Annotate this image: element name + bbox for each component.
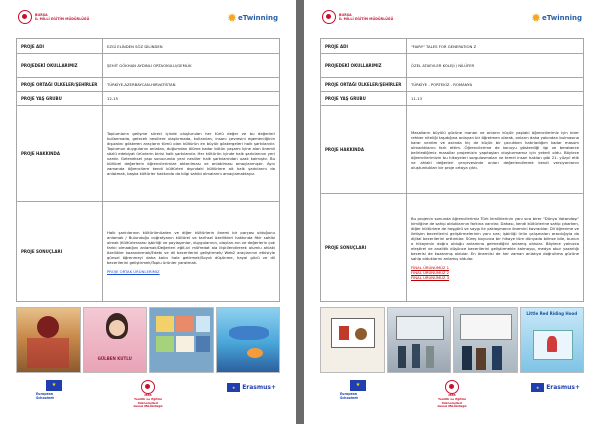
label-project-name: PROJE ADI <box>321 39 407 54</box>
etwinning-label: eTwinning <box>542 14 582 22</box>
meb-line-1: MEB <box>448 393 456 397</box>
meb-yegitek-logo <box>432 380 472 409</box>
erasmus-logo <box>227 383 276 392</box>
eu-flag-icon: ★ <box>227 383 240 392</box>
value-countries: TÜRKİYE-AZERBAYCAN-HIRVATİSTAN <box>103 78 280 92</box>
etwinning-star-icon: ✹ <box>530 11 542 25</box>
photo-students-board <box>453 307 518 373</box>
meb-line-1: MEB <box>144 393 152 397</box>
label-results: PROJE SONUÇLARI <box>321 194 407 302</box>
etwinning-label: eTwinning <box>238 14 278 22</box>
page-footer <box>304 380 600 420</box>
value-age-group: 11-13 <box>407 92 584 106</box>
label-about: PROJE HAKKINDA <box>17 106 103 202</box>
logo-line-2: İL MİLLİ EĞİTİM MÜDÜRLÜĞÜ <box>339 17 394 21</box>
meb-line-2: Yenilik ve Eğitim Teknolojileri <box>437 396 467 405</box>
label-project-name: PROJE ADI <box>17 39 103 54</box>
label-results: PROJE SONUÇLARI <box>17 202 103 302</box>
etwinning-star-icon: ✹ <box>226 11 238 25</box>
eu-line-2: School <box>36 396 48 400</box>
page-header <box>0 10 296 32</box>
logo-line-1: BURSA <box>35 13 48 17</box>
eu-line-2: School <box>340 396 352 400</box>
meb-emblem-icon <box>141 380 155 394</box>
value-countries: TÜRKİYE - PORTEKİZ - ROMANYA <box>407 78 584 92</box>
value-results: Halk şarkılarının kültürümüzden ve diğer kültürlerin önemi bir parçası olduğunu anlamak / Bulunduğu coğrafyanın kültürel ve tarihsel özellikleri hakkında fikir sahibi olmak /Kültürlerarası işbirliği ve paylaşımlar, duygularının, olayları-nın ve değerlerin çok farklı olmadığını anlamak/Değerleri eğit-ici müfredat ala ilişkilendirerek olumlu ahlaki özellikler kazandırmak/Edebi ve dil becerilerini geliştirmek/ Web2 araçlarının etkisiyle günsel öğrenmeyi daha kalıcı hale getirmek/Soyut düşünme, hayal gücü ve dil becerilerini geliştirmek/Toplu ürünler yaratmak. <box>107 229 275 265</box>
eu-line-1: European <box>340 392 358 396</box>
bursa-meb-logo <box>18 10 89 24</box>
label-schools: PROJEDEKİ OKULLARIMIZ <box>17 54 103 78</box>
european-schoolnet-logo <box>340 392 358 400</box>
document-page-right <box>304 0 600 424</box>
value-results: Bu projenin sonunda öğrencilerimiz Türk kimliklerinin yanı sıra birer "Dünya Vatandaşı" kimliğine de sahip olduklarının farkına varırlar. Dahası, kendi kültürlerine sahip çıkarken, diğer kültürlere de hoşgörü ve saygı ile yaklaşmanın önemini kavradılar. Dil öğrenme ve iletişim becerilerini geliştirmelerinin yanı sıra; işbirliği ürün çalışmaları aracılığıyla da dijital becerilerini arttırdılar. Süreç boyunca bir hikaye tüm dünyada bilinse bile, bunun o hikayenin doğru olduğu anlamına gelmediğini anlamış oldular. Böylece yalnızca eleştirel ve analitik düşünce becerilerini geliştirmekle kalmayıp, medya okur yazarlığı becerisi de kazanmış oldular. En önemlisi de her zaman anlatıya doğrultma gücüne sahip olduklarını anlamış oldular. <box>411 215 579 261</box>
project-photos <box>320 307 584 373</box>
photo-caption: GÜLBEN KUTLU <box>97 356 132 361</box>
photo-class-group <box>387 307 452 373</box>
project-photos <box>16 307 280 373</box>
meb-emblem-icon <box>18 10 32 24</box>
value-about: Masalların büyülü gücüne inanan ve onların küçük yaştaki öğrencilerimiz için birer rehber niteliği taşıdığına anlayan bir öğretmen olarak, onların daha yakından bulmasına karar verdim ve aslında hiç de küçük bir çocukken hatırladığım kadar masum olmadıklarını fark ettim. Öğrencilerime de konuyu gösterdiği ilgi ve beraberce belirlediğimiz masallar projemizin yapıtaşları oluşturmamız için yeterli oldu. Böylece öğrencilerimizin bu hikayeleri sorgulasmaları ve temel insan hakları gibi 21. yüzyıl etik ve ahlaki değerleri çerçevesinde onları değerlendirerek kendi versiyonlarını oluşturdukları bir proje ortaya çıktı. <box>407 106 584 194</box>
bursa-meb-logo <box>322 10 393 24</box>
eu-line-1: European <box>36 392 54 396</box>
value-about: Toplumların gelişme süreci içinde oluşturulan her türlü değer ve bu değerleri kullanmada, gelecek nesillere ulaştırmada, kullanılan, insanı çevresini egemenliğinin dışızalını gösteren araçların tümü olan kültürün en büyük göstergeleri halk şarkılarıdır. Toplumun duygularını anlatan, duğumdan ölüme kadar bütün yaşamı içine alan önemli sözlü edebiyat ürünlerin birisi halk şarkılarıdır. Her kültürün içinde halk şarkılarının yeri vardır. Geleneksel yapı sonucunda yeni nesiller halk şarkılarından uzak kalmıştır. Bu kültürel değerlerin öğrencilerimize aktarılması ve anlatılması amaçlanmıştır. Aynı zamanda öğrencilere kendi kültürleri dışındaki kültürlere ait halk şarkılarını da anlatmak, başka kültürler hakkında da bilgi sahibi olmalarını amaçlamaktayız. <box>103 106 280 202</box>
eu-flag-icon: ★ <box>531 383 544 392</box>
eu-line-3: net <box>47 396 54 400</box>
photo-singer-album <box>83 307 148 373</box>
label-schools: PROJEDEKİ OKULLARIMIZ <box>321 54 407 78</box>
photo-classroom-drawing <box>320 307 385 373</box>
value-schools: ÖZEL ATAEVLER KOLEJİ / NİLÜFER <box>407 54 584 78</box>
project-info-table <box>16 38 280 302</box>
erasmus-label: Erasmus+ <box>242 384 276 391</box>
slide-title: Little Red Riding Hood <box>526 311 578 316</box>
page-footer <box>0 380 296 420</box>
photo-red-riding-hood-slide <box>520 307 585 373</box>
meb-emblem-icon <box>445 380 459 394</box>
value-project-name: "FAIRY" TALES FOR GENERATION Z <box>407 39 584 54</box>
erasmus-logo <box>531 383 580 392</box>
eu-flag-icon: ★ <box>350 380 366 391</box>
photo-folk-poster <box>16 307 81 373</box>
meb-emblem-icon <box>322 10 336 24</box>
etwinning-logo <box>227 12 278 24</box>
photo-tiled-cards <box>149 307 214 373</box>
value-age-group: 12-15 <box>103 92 280 106</box>
erasmus-label: Erasmus+ <box>546 384 580 391</box>
project-info-table <box>320 38 584 302</box>
meb-line-3: Genel Müdürlüğü <box>133 404 163 409</box>
meb-line-2: Yenilik ve Eğitim Teknolojileri <box>133 396 163 405</box>
logo-line-1: BURSA <box>339 13 352 17</box>
meb-yegitek-logo <box>128 380 168 409</box>
logo-line-2: İL MİLLİ EĞİTİM MÜDÜRLÜĞÜ <box>35 17 90 21</box>
eu-flag-icon: ★ <box>46 380 62 391</box>
final-product-link-3[interactable]: FİNAL ÜRÜNÜMÜZ 3 <box>411 274 450 280</box>
document-page-left <box>0 0 296 424</box>
common-products-link[interactable]: PROJE ORTAK ÜRÜNLERİMİZ <box>107 268 160 274</box>
european-schoolnet-logo <box>36 392 54 400</box>
photo-ocean-scene <box>216 307 281 373</box>
final-product-link-1[interactable]: FİNAL ÜRÜNÜMÜZ 1 <box>411 264 450 270</box>
label-age-group: PROJE YAŞ GRUBU <box>321 92 407 106</box>
label-countries: PROJE ORTAĞI ÜLKELER/ŞEHİRLER <box>321 78 407 92</box>
page-header <box>304 10 600 32</box>
meb-line-3: Genel Müdürlüğü <box>437 404 467 409</box>
etwinning-logo <box>531 12 582 24</box>
eu-line-3: net <box>351 396 358 400</box>
label-countries: PROJE ORTAĞI ÜLKELER/ŞEHİRLER <box>17 78 103 92</box>
final-product-link-2[interactable]: FİNAL ÜRÜNÜMÜZ 2 <box>411 269 450 275</box>
label-age-group: PROJE YAŞ GRUBU <box>17 92 103 106</box>
label-about: PROJE HAKKINDA <box>321 106 407 194</box>
value-schools: ŞEHİT GÖKHAN AYDINLI ORTAOKULU/GEMLİK <box>103 54 280 78</box>
value-project-name: EZGİ ELİNDEN SÖZ DİLİNDEN <box>103 39 280 54</box>
